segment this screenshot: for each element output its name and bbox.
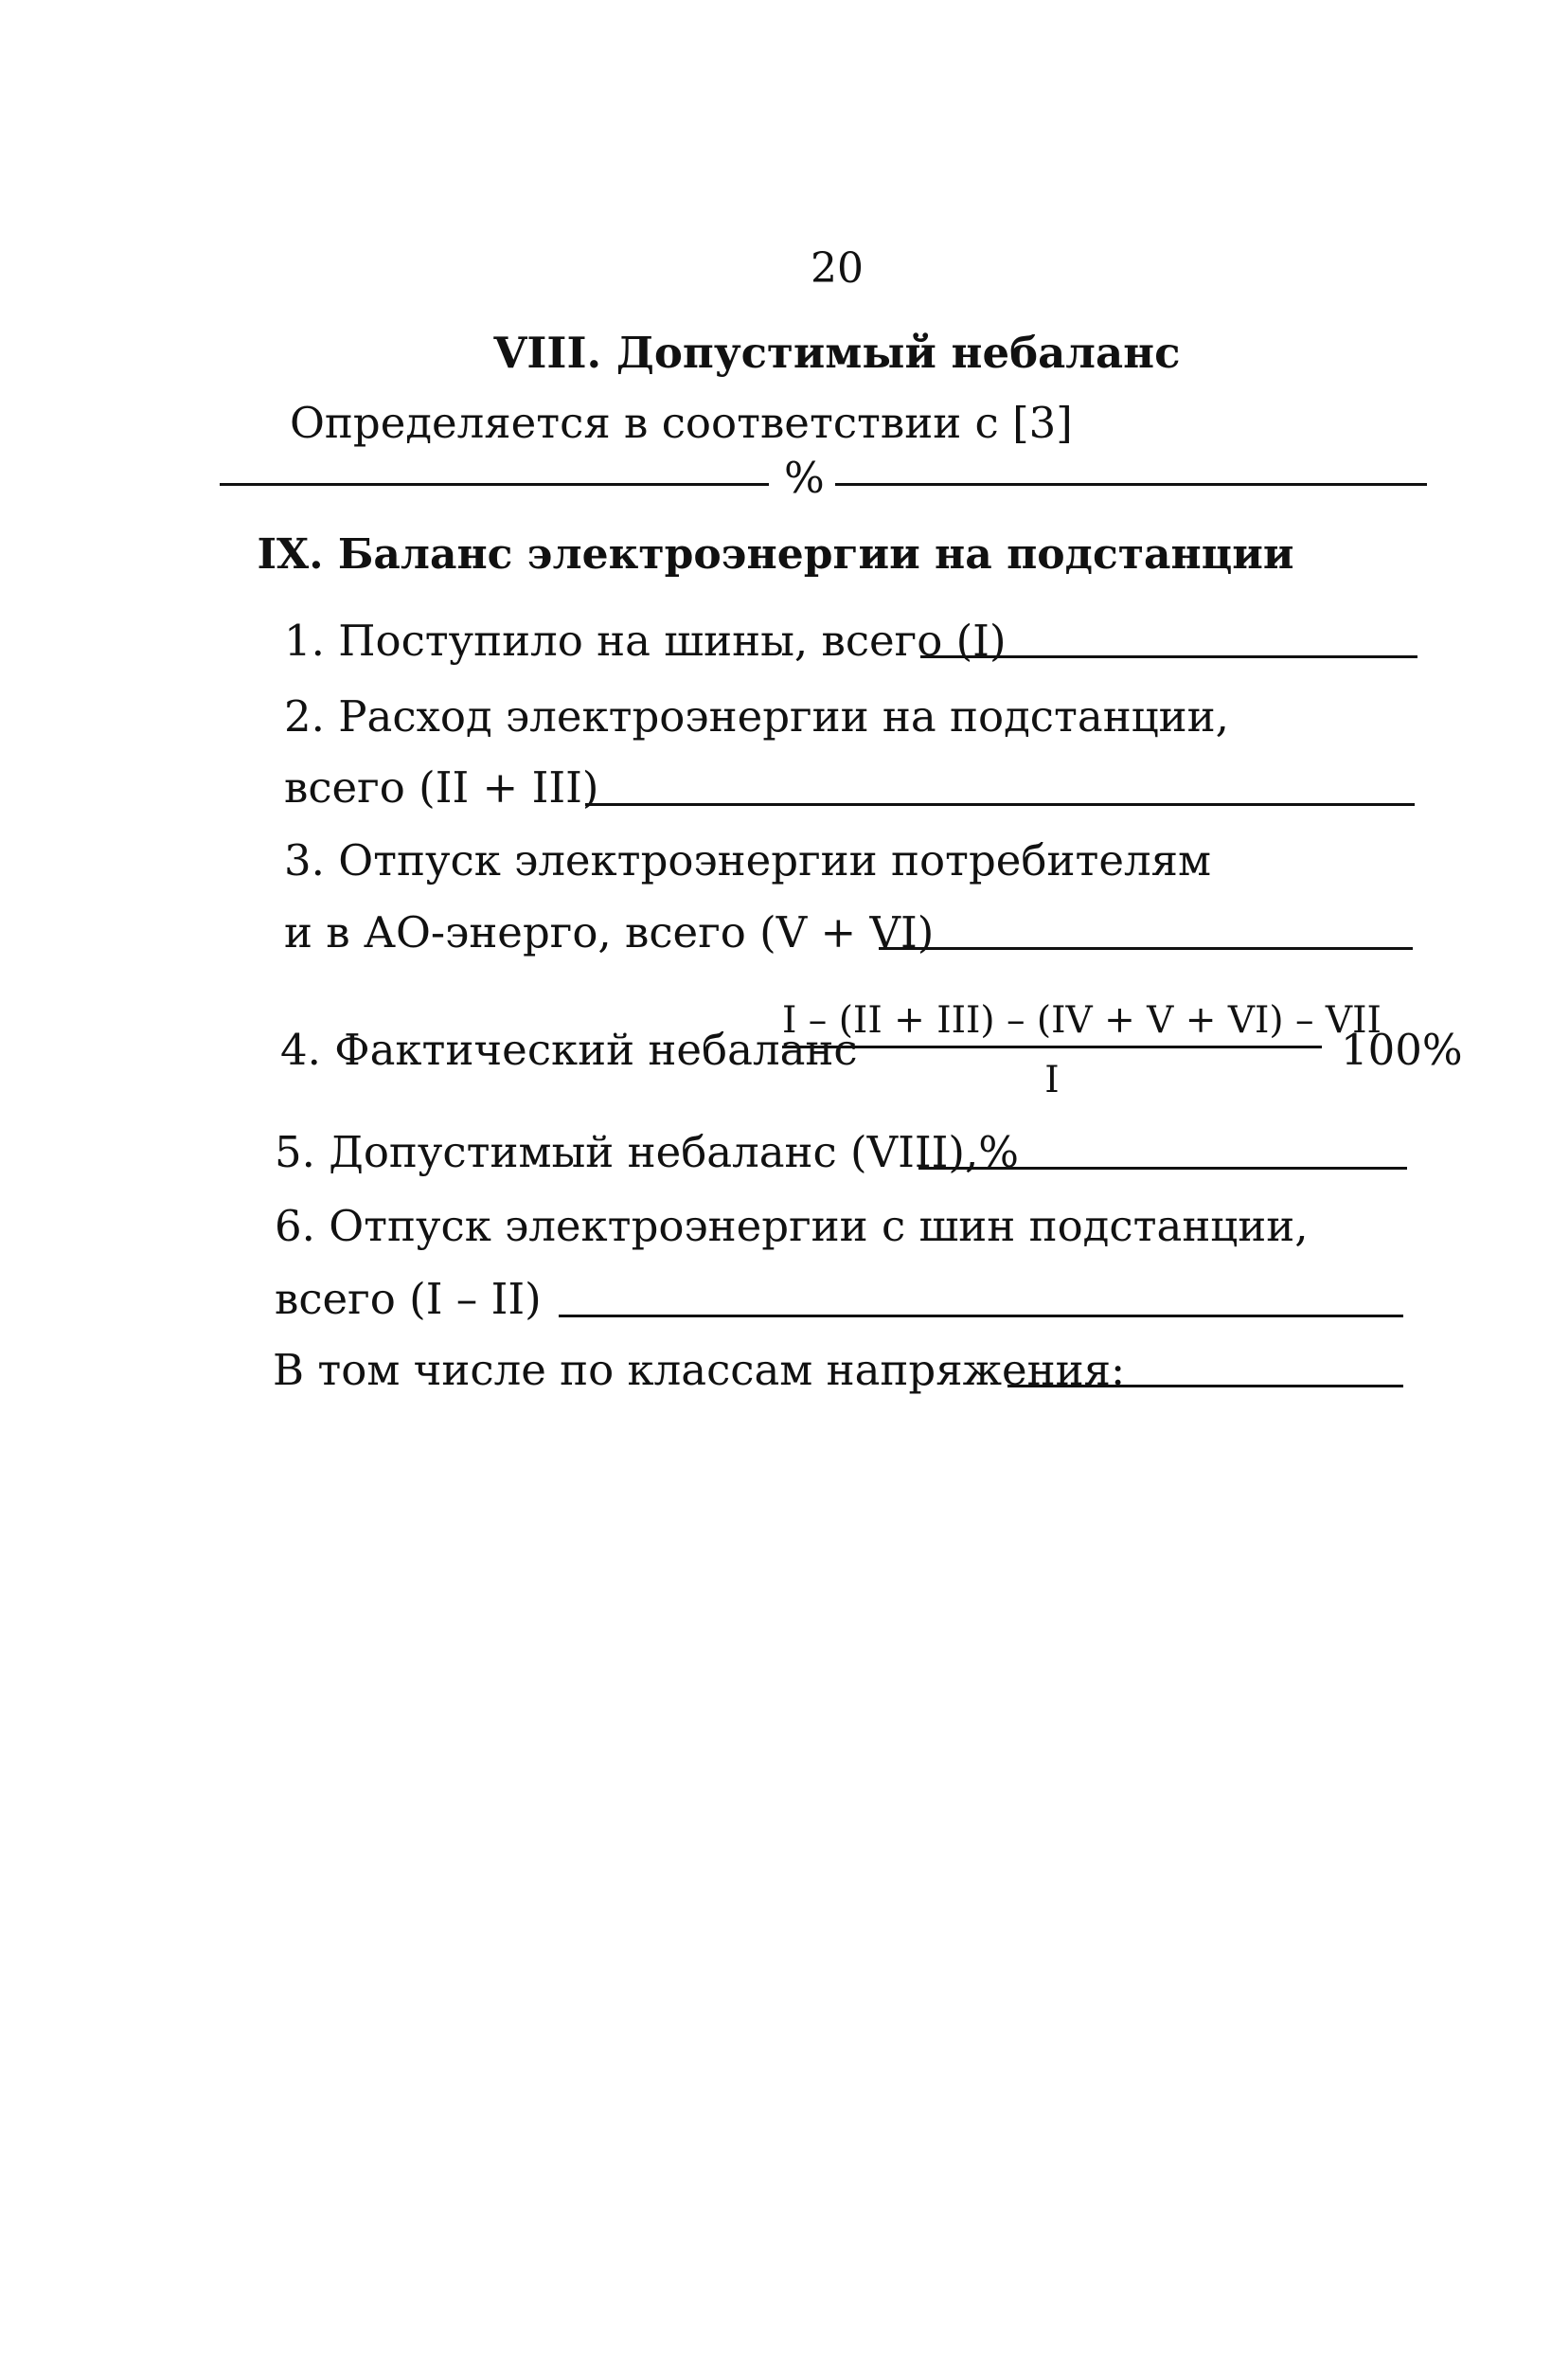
item-6-label-line2: всего (I – II) [275, 1274, 542, 1324]
item-1-blank[interactable] [920, 655, 1417, 658]
section-viii-title: VIII. Допустимый небаланс [493, 328, 1181, 378]
item-3-blank[interactable] [879, 947, 1413, 950]
item-5-label: 5. Допустимый небаланс (VIII),% [275, 1127, 1020, 1177]
item-2-label-line2: всего (II + III) [284, 762, 599, 813]
item-3-label-line1: 3. Отпуск электроэнергии потребителям [284, 835, 1211, 886]
section-ix-title: IX. Баланс электроэнергии на подстанции [257, 530, 1294, 579]
item-6-blank[interactable] [559, 1315, 1403, 1317]
item-3-label-line2: и в АО-энерго, всего (V + VI) [284, 907, 935, 957]
item-4-label: 4. Фактический небаланс [280, 1025, 858, 1075]
voltage-classes-label: В том числе по классам напряжения: [273, 1345, 1126, 1395]
item-6-label-line1: 6. Отпуск электроэнергии с шин подстанции, [275, 1201, 1309, 1251]
section-viii-blank-right[interactable] [835, 483, 1427, 486]
formula-denominator: I [1044, 1059, 1060, 1101]
voltage-classes-blank[interactable] [1007, 1385, 1403, 1387]
formula-percent: 100% [1341, 1025, 1463, 1075]
formula-numerator: I – (II + III) – (IV + V + VI) – VII [782, 999, 1382, 1042]
percent-sign: % [784, 453, 825, 503]
section-viii-definition: Определяется в соответствии с [3] [290, 398, 1073, 448]
item-2-label-line1: 2. Расход электроэнергии на подстанции, [284, 691, 1229, 742]
fraction-bar [782, 1046, 1322, 1048]
item-2-blank[interactable] [585, 803, 1415, 806]
page-number: 20 [811, 244, 864, 293]
section-viii-blank-left[interactable] [220, 483, 769, 486]
item-1-label: 1. Поступило на шины, всего (I) [284, 616, 1007, 666]
item-5-blank[interactable] [918, 1167, 1407, 1170]
